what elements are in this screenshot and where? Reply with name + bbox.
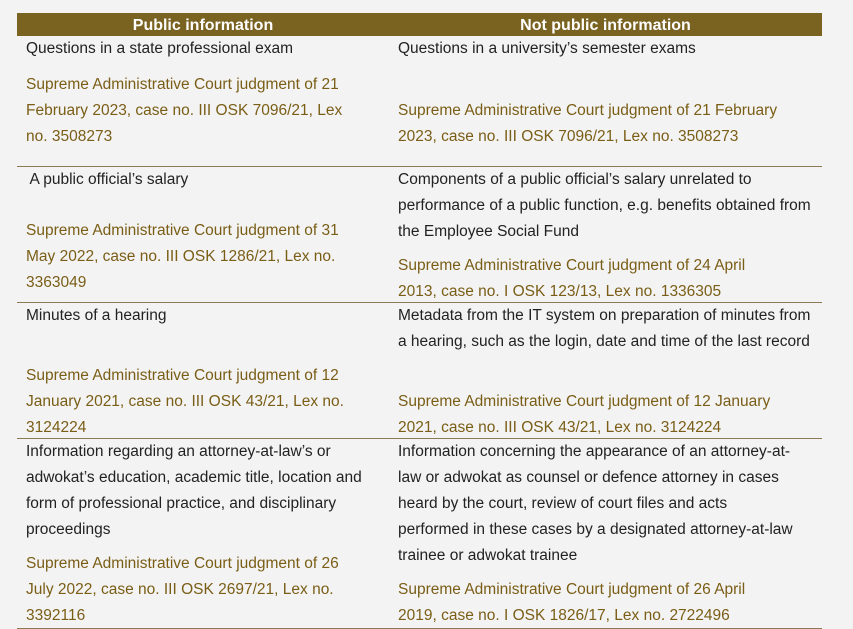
not-public-citation: Supreme Administrative Court judgment of 12 January 2021, case no. III OSK 43/21, Lex no. 3124224 [398,393,771,436]
public-cell [17,36,389,166]
public-citation: Supreme Administrative Court judgment of 21 February 2023, case no. III OSK 7096/21, Lex no. 3508273 [26,76,343,145]
public-citation: Supreme Administrative Court judgment of 26 July 2022, case no. III OSK 2697/21, Lex no. 3392116 [26,555,339,624]
table-header [17,13,822,36]
header-not-public: Not public information [520,17,691,34]
public-citation: Supreme Administrative Court judgment of 31 May 2022, case no. III OSK 1286/21, Lex no. 3363049 [26,222,339,291]
table-row [17,36,822,167]
public-description: Information regarding an attorney-at-law’s or adwokat’s education, academic title, location and form of professional practice, and disciplinary proceedings [26,443,362,538]
table-row [17,167,822,303]
not-public-citation: Supreme Administrative Court judgment of 26 April 2019, case no. I OSK 1826/17, Lex no. 2722496 [398,581,746,624]
not-public-cell [389,167,822,302]
not-public-description: Questions in a university’s semester exams [398,40,696,57]
header-public: Public information [132,17,274,34]
public-description: Questions in a state professional exam [26,40,294,57]
not-public-description: Components of a public official’s salary unrelated to performance of a public function, e.g. benefits obtained from the Employee Social Fund [398,171,811,240]
public-description: A public official’s salary [26,171,189,188]
not-public-cell [389,303,822,438]
not-public-citation: Supreme Administrative Court judgment of 24 April 2013, case no. I OSK 123/13, Lex no. 1336305 [398,257,746,300]
public-description: Minutes of a hearing [26,307,167,324]
comparison-table [17,13,822,629]
not-public-cell [389,439,822,628]
not-public-description: Information concerning the appearance of an attorney-at-law or adwokat as counsel or defence attorney in cases heard by the court, review of court files and acts performed in these cases by a designated attorney-at-law trainee or adwokat trainee [398,443,793,564]
table-row [17,439,822,629]
table-row [17,303,822,439]
public-cell [17,303,389,438]
not-public-description: Metadata from the IT system on preparation of minutes from a hearing, such as the login, date and time of the last record [398,307,811,350]
public-cell [17,167,389,302]
public-cell [17,439,389,628]
not-public-cell [389,36,822,166]
not-public-citation: Supreme Administrative Court judgment of 21 February 2023, case no. III OSK 7096/21, Lex no. 3508273 [398,102,778,145]
public-citation: Supreme Administrative Court judgment of 12 January 2021, case no. III OSK 43/21, Lex no. 3124224 [26,367,344,436]
